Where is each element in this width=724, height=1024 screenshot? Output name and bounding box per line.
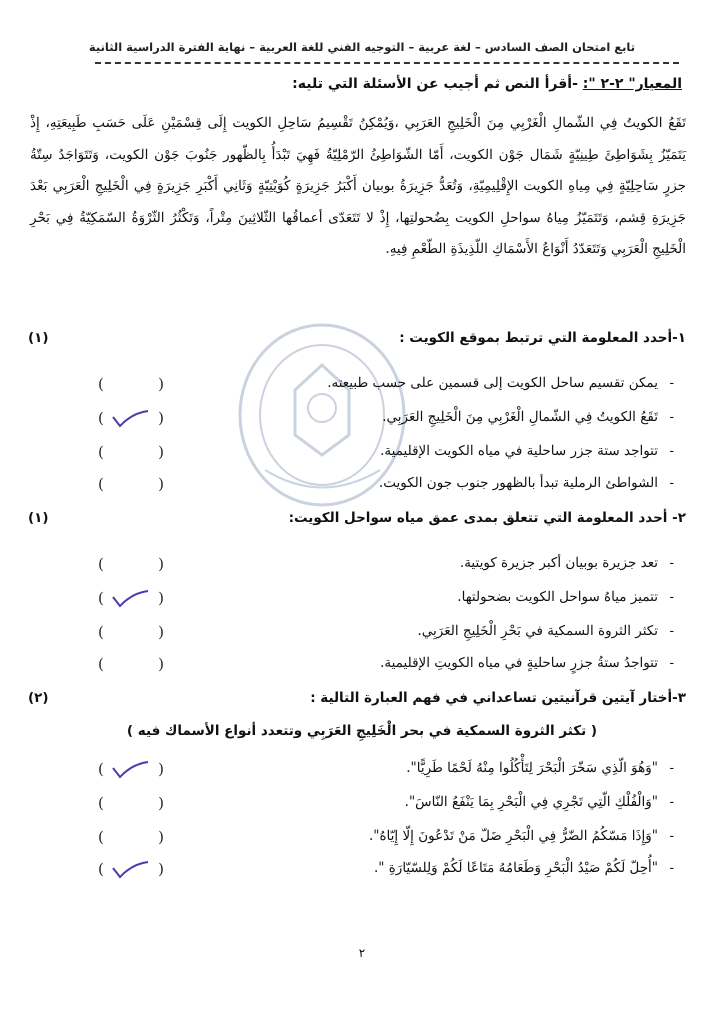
q3-option-1[interactable] — [40, 760, 674, 786]
answer-box[interactable]: ( ) — [98, 794, 164, 812]
option-bullet: - — [669, 443, 674, 459]
target-phrase: ( تكثر الثروة السمكية في بحر الْخَلِيجِ العَرَبِي وتتعدد أنواع الأسماك فيه ) — [126, 723, 598, 739]
answer-box[interactable]: ( ) — [98, 589, 164, 607]
q3-option-4[interactable] — [40, 860, 674, 886]
question-1-mark: (١) — [28, 330, 49, 346]
question-1 — [28, 330, 686, 354]
checkmark-icon — [110, 858, 150, 880]
option-bullet: - — [669, 828, 674, 844]
q2-option-4[interactable] — [40, 655, 674, 681]
q1-option-4[interactable] — [40, 475, 674, 501]
option-bullet: - — [669, 794, 674, 810]
option-bullet: - — [669, 860, 674, 876]
q1-option-3[interactable] — [40, 443, 674, 469]
option-text: "وَالْفُلْكِ الّتِي تَجْرِي فِي الْبَحْرِ بِمَا يَنْفَعُ النّاسَ". — [404, 794, 658, 810]
option-text: "أُحِلّ لَكُمْ صَيْدُ الْبَحْرِ وَطَعَامُهُ مَتَاعًا لَكُمْ وَلِلسّيّارَةِ ". — [373, 860, 658, 876]
exam-header: تابع امتحان الصف السادس – لغة عربية – التوجيه الفني للغة العربية – نهاية الفترة الدراسية الثانية — [88, 40, 636, 54]
q3-option-2[interactable] — [40, 794, 674, 820]
question-2-text: ٢- أحدد المعلومة التي تتعلق بمدى عمق مياه سواحل الكويت: — [288, 510, 686, 526]
checkmark-icon — [110, 587, 150, 609]
option-bullet: - — [669, 623, 674, 639]
criterion-label: المعيار" ٢-٢ ": — [582, 76, 682, 92]
option-bullet: - — [669, 655, 674, 671]
question-2 — [28, 510, 686, 534]
answer-box[interactable]: ( ) — [98, 760, 164, 778]
question-3-text: ٣-أختار آيتين قرآنيتين تساعداني في فهم العبارة التالية : — [310, 690, 686, 706]
question-1-text: ١-أحدد المعلومة التي ترتبط بموقع الكويت : — [399, 330, 686, 346]
page-number: ٢ — [358, 946, 366, 960]
checkmark-icon — [110, 407, 150, 429]
option-bullet: - — [669, 555, 674, 571]
q3-option-3[interactable] — [40, 828, 674, 854]
question-3-mark: (٢) — [28, 690, 49, 706]
option-bullet: - — [669, 409, 674, 425]
answer-box[interactable]: ( ) — [98, 623, 164, 641]
option-bullet: - — [669, 760, 674, 776]
reading-passage: تَقَعُ الكويتُ فِي الشّمالِ الْغَرْبِي مِنَ الْخَلِيجِ العَرَبِي ،وَيُمْكِنُ تَقْسِيمُ سَاحِلِ الكويت إِلَى قِسْمَيْنِ عَلَى حَسَبِ طَبِيعَتِهِ، إِذْ يَتَمَيّزُ بِشَوَاطِئَ طِينِيّةٍ شَمَال جَوْن الكويت، أَمّا الشّوَاطِئُ الرّمْلِيّةُ فَهِيَ تَبْدَأُ بِالظّهور جَنُوبَ جَوْن الكويت، وَتَتَوَاجَدُ سِتّةُ جزرٍ سَاحِلِيّةٍ فِي مِياهِ الكويت الإِقْلِيمِيّةِ، وَتُعَدُّ جَزِيرَةُ بوبيان أَكْبَرُ جَزِيرَةٍ كُوَيْتِيّةٍ وَثَانِي أَكْبَرِ جَزِيرَةٍ فِي الْخَلِيجِ الْعَرَبِي بَعْدَ جَزِيرَةِ قِشم، وَتَتَمَيّزُ مِياهُ سواحلِ الكويت بِضُحولتِها، إِذْ لا تَتَعَدّى أعماقُها الثّلاثِينَ مِتْراً، وَتَكْثُرُ الثّرْوَةُ السّمَكِيّةُ فِي بَحْرِ الْخَلِيجِ الْعَرَبِي وَتَتَعَدّدُ أَنْوَاعُ الأَسْمَاكِ اللّذِيذَةِ الطّعْمِ فِيهِ. — [30, 115, 686, 257]
option-bullet: - — [669, 589, 674, 605]
option-text: تتواجدُ ستةُ جزرٍ ساحليةٍ في مياه الكويتِ الإقليمية. — [380, 655, 658, 671]
answer-box[interactable]: ( ) — [98, 555, 164, 573]
q2-option-3[interactable] — [40, 623, 674, 649]
option-bullet: - — [669, 375, 674, 391]
checkmark-icon — [110, 758, 150, 780]
answer-box[interactable]: ( ) — [98, 655, 164, 673]
question-2-mark: (١) — [28, 510, 49, 526]
option-bullet: - — [669, 475, 674, 491]
answer-box[interactable]: ( ) — [98, 828, 164, 846]
q1-option-2[interactable] — [40, 409, 674, 435]
criterion-instruction: -أقرأ النص ثم أجيب عن الأسئلة التي تليه: — [292, 76, 578, 92]
option-text: الشواطئ الرملية تبدأ بالظهور جنوب جون الكويت. — [378, 475, 658, 491]
option-text: تعد جزيرة بوبيان أكبر جزيرة كويتية. — [459, 555, 658, 571]
option-text: تتميز مياهُ سواحل الكويت بضحولتها. — [457, 589, 658, 605]
answer-box[interactable]: ( ) — [98, 375, 164, 393]
option-text: "وَهُوَ الّذِي سَخّرَ الْبَحْرَ لِتَأْكُلُوا مِنْهُ لَحْمًا طَرِيًّا". — [406, 760, 658, 776]
header-divider — [95, 62, 679, 64]
question-3 — [28, 690, 686, 714]
option-text: يمكن تقسيم ساحل الكويت إلى قسمين على حسب طبيعته. — [327, 375, 658, 391]
answer-box[interactable]: ( ) — [98, 409, 164, 427]
q1-option-1[interactable] — [40, 375, 674, 401]
option-text: تكثر الثروة السمكية في بَحْرِ الْخَلِيجِ العَرَبِي. — [417, 623, 658, 639]
answer-box[interactable]: ( ) — [98, 475, 164, 493]
option-text: تتواجد ستة جزر ساحلية في مياه الكويت الإقليمية. — [380, 443, 658, 459]
option-text: تَقَعُ الكويتُ فِي الشّمالِ الْغَرْبِي مِنَ الْخَلِيجِ العَرَبِي. — [382, 409, 658, 425]
criterion-line — [40, 76, 682, 92]
q2-option-2[interactable] — [40, 589, 674, 615]
answer-box[interactable]: ( ) — [98, 443, 164, 461]
q2-option-1[interactable] — [40, 555, 674, 581]
answer-box[interactable]: ( ) — [98, 860, 164, 878]
option-text: "وَإِذَا مَسّكُمُ الضّرُّ فِي الْبَحْرِ ضَلّ مَنْ تَدْعُونَ إِلّا إِيّاهُ". — [368, 828, 658, 844]
